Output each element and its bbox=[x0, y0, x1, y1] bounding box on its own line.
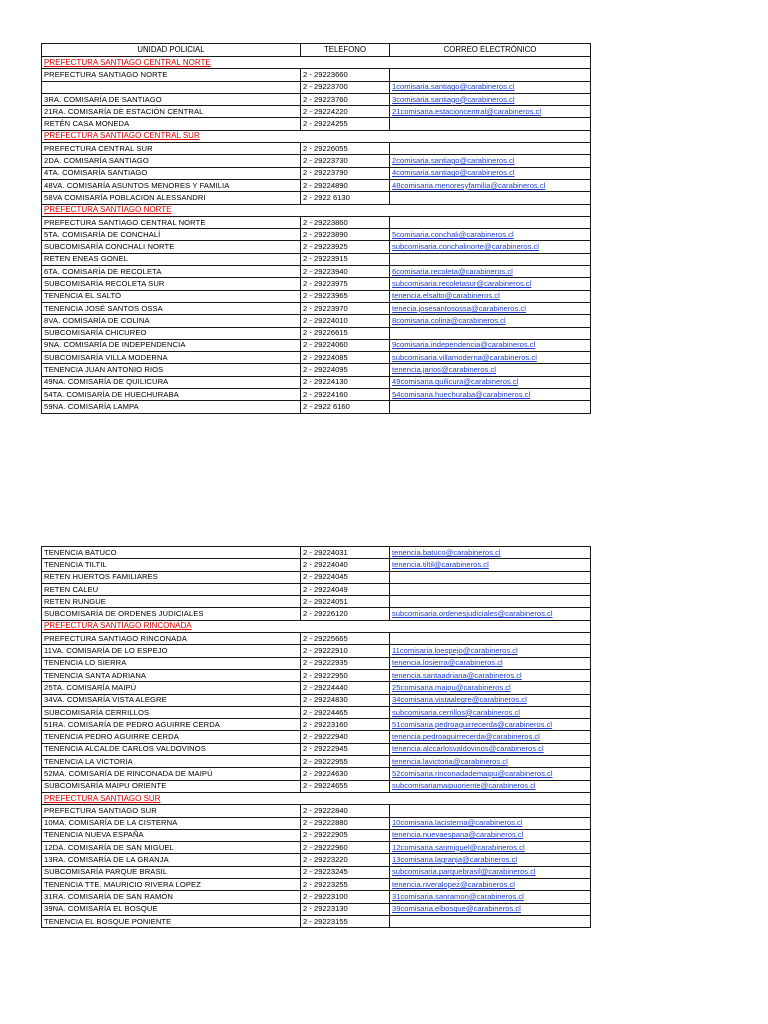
email-cell bbox=[390, 167, 591, 179]
email-cell bbox=[390, 376, 591, 388]
unit-name: PREFECTURA SANTIAGO CENTRAL NORTE bbox=[42, 216, 301, 228]
email-cell bbox=[390, 657, 591, 669]
unit-name: RETEN RUNGUE bbox=[42, 596, 301, 608]
section-title: PREFECTURA SANTIAGO NORTE bbox=[42, 204, 591, 216]
unit-name: 51RA. COMISARÍA DE PEDRO AGUIRRE CERDA bbox=[42, 719, 301, 731]
unit-name: TENENCIA SANTA ADRIANA bbox=[42, 669, 301, 681]
section-row bbox=[42, 130, 591, 142]
email-link[interactable]: 52comisaria.rinconadademaipu@carabineros.cl bbox=[392, 768, 553, 778]
phone-number: 2 - 29224051 bbox=[301, 596, 390, 608]
unit-name: TENENCIA JOSÉ SANTOS OSSA bbox=[42, 302, 301, 314]
unit-name: 5TA. COMISARÍA DE CONCHALÍ bbox=[42, 229, 301, 241]
unit-name: 13RA. COMISARÍA DE LA GRANJA bbox=[42, 854, 301, 866]
unit-name: SUBCOMISARÍA VILLA MODERNA bbox=[42, 352, 301, 364]
email-cell bbox=[390, 583, 591, 595]
phone-number: 2 - 29223860 bbox=[301, 216, 390, 228]
email-cell bbox=[390, 756, 591, 768]
phone-number: 2 - 29223970 bbox=[301, 302, 390, 314]
section-title: PREFECTURA SANTIAGO CENTRAL SUR bbox=[42, 130, 591, 142]
email-cell bbox=[390, 241, 591, 253]
phone-number: 2 - 29223925 bbox=[301, 241, 390, 253]
email-cell bbox=[390, 596, 591, 608]
phone-number: 2 - 29223255 bbox=[301, 879, 390, 891]
email-cell bbox=[390, 266, 591, 278]
email-cell bbox=[390, 253, 591, 265]
email-link[interactable]: tenencia.tiltil@carabineros.cl bbox=[392, 559, 489, 569]
unit-name: 3RA. COMISARÍA DE SANTIAGO bbox=[42, 93, 301, 105]
email-cell bbox=[390, 327, 591, 339]
unit-name: PREFECTURA SANTIAGO NORTE bbox=[42, 69, 301, 81]
email-link[interactable]: 48comisaria.menoresyfamilia@carabineros.cl bbox=[392, 180, 546, 190]
email-link[interactable]: 54comisaria.huechuraba@carabineros.cl bbox=[392, 389, 531, 399]
unit-name: 25TA. COMISARÍA MAIPÚ bbox=[42, 682, 301, 694]
unit-name: 8VA. COMISARÍA DE COLINA bbox=[42, 315, 301, 327]
table-row bbox=[42, 706, 591, 718]
phone-number: 2 - 29223890 bbox=[301, 229, 390, 241]
table-row bbox=[42, 229, 591, 241]
phone-number: 2 - 29223160 bbox=[301, 719, 390, 731]
phone-number: 2 - 29222945 bbox=[301, 743, 390, 755]
email-cell bbox=[390, 891, 591, 903]
table-row bbox=[42, 829, 591, 841]
table-row bbox=[42, 302, 591, 314]
email-cell bbox=[390, 389, 591, 401]
email-link[interactable]: tenencia.nuevaespana@carabineros.cl bbox=[392, 830, 524, 840]
email-link[interactable]: 1comisaria.santiago@carabineros.cl bbox=[392, 82, 515, 92]
table-row bbox=[42, 241, 591, 253]
phone-number: 2 - 29222880 bbox=[301, 817, 390, 829]
phone-number: 2 - 29223660 bbox=[301, 69, 390, 81]
table-row bbox=[42, 903, 591, 915]
unit-name: SUBCOMISARÍA DE ORDENES JUDICIALES bbox=[42, 608, 301, 620]
email-link[interactable]: 8comisaria.colina@carabineros.cl bbox=[392, 315, 506, 325]
phone-number: 2 - 29223965 bbox=[301, 290, 390, 302]
section-title: PREFECTURA SANTIAGO CENTRAL NORTE bbox=[42, 57, 591, 69]
table-row bbox=[42, 253, 591, 265]
email-link[interactable]: 31comisaria.sanramon@carabineros.cl bbox=[392, 891, 524, 901]
directory-table-page-1 bbox=[41, 43, 591, 414]
unit-name: TENENCIA ALCALDE CARLOS VALDOVINOS bbox=[42, 743, 301, 755]
email-link[interactable]: 9comisaria.independencia@carabineros.cl bbox=[392, 340, 536, 350]
unit-name: RETEN ENEAS GONEL bbox=[42, 253, 301, 265]
email-cell bbox=[390, 559, 591, 571]
email-link[interactable]: tenencia.lavictoria@carabineros.cl bbox=[392, 756, 508, 766]
phone-number: 2 - 29223940 bbox=[301, 266, 390, 278]
unit-name: TENENCIA TTE. MAURICIO RIVERA LOPEZ bbox=[42, 879, 301, 891]
phone-number: 2 - 29224160 bbox=[301, 389, 390, 401]
email-link[interactable]: 49comisaria.quilicura@carabineros.cl bbox=[392, 377, 519, 387]
table-row bbox=[42, 854, 591, 866]
email-cell bbox=[390, 854, 591, 866]
email-link[interactable]: 51comisaria.pedroaguirrecerda@carabineros.cl bbox=[392, 719, 553, 729]
unit-name bbox=[42, 81, 301, 93]
email-cell bbox=[390, 290, 591, 302]
unit-name: 39NA. COMISARÍA EL BOSQUE bbox=[42, 903, 301, 915]
table-row bbox=[42, 352, 591, 364]
email-link[interactable]: 34comisaria.vistaalegre@carabineros.cl bbox=[392, 695, 527, 705]
email-cell bbox=[390, 633, 591, 645]
email-link[interactable]: subcomisaria.parquebrasil@carabineros.cl bbox=[392, 867, 536, 877]
unit-name: SUBCOMISARÍA PARQUE BRASIL bbox=[42, 866, 301, 878]
email-cell bbox=[390, 302, 591, 314]
unit-name: 4TA. COMISARÍA SANTIAGO bbox=[42, 167, 301, 179]
unit-name: 2DA. COMISARÍA SANTIAGO bbox=[42, 155, 301, 167]
unit-name: 21RA. COMISARÍA DE ESTACIÓN CENTRAL bbox=[42, 106, 301, 118]
table-row bbox=[42, 842, 591, 854]
unit-name: 52MA. COMISARÍA DE RINCONADA DE MAIPÚ bbox=[42, 768, 301, 780]
unit-name: SUBCOMISARÍA CERRILLOS bbox=[42, 706, 301, 718]
unit-name: TENENCIA BATUCO bbox=[42, 547, 301, 559]
phone-number: 2 - 2922 6160 bbox=[301, 401, 390, 413]
email-link[interactable]: subcomisariamaipuoriente@carabineros.cl bbox=[392, 781, 536, 791]
unit-name: 11VA. COMISARÍA DE LO ESPEJO bbox=[42, 645, 301, 657]
unit-name: SUBCOMISARÍA RECOLETA SUR bbox=[42, 278, 301, 290]
table-row bbox=[42, 192, 591, 204]
phone-number: 2 - 29226120 bbox=[301, 608, 390, 620]
unit-name: TENENCIA JUAN ANTONIO RIOS bbox=[42, 364, 301, 376]
unit-name: PREFECTURA SANTIAGO SUR bbox=[42, 805, 301, 817]
email-link[interactable]: subcomisaria.cerrillos@carabineros.cl bbox=[392, 707, 520, 717]
email-cell bbox=[390, 915, 591, 927]
unit-name: SUBCOMISARÍA MAIPU ORIENTE bbox=[42, 780, 301, 792]
email-cell bbox=[390, 719, 591, 731]
unit-name: 49NA. COMISARÍA DE QUILICURA bbox=[42, 376, 301, 388]
unit-name: 34VA. COMISARÍA VISTA ALEGRE bbox=[42, 694, 301, 706]
email-cell bbox=[390, 706, 591, 718]
table-row bbox=[42, 817, 591, 829]
phone-number: 2 - 29224049 bbox=[301, 583, 390, 595]
directory-table-page-2 bbox=[41, 546, 591, 928]
phone-number: 2 - 29222940 bbox=[301, 731, 390, 743]
email-cell bbox=[390, 106, 591, 118]
email-cell bbox=[390, 81, 591, 93]
phone-number: 2 - 29224440 bbox=[301, 682, 390, 694]
email-link[interactable]: tenencia.batuco@carabineros.cl bbox=[392, 547, 501, 557]
phone-number: 2 - 29223915 bbox=[301, 253, 390, 265]
email-cell bbox=[390, 768, 591, 780]
section-title: PREFECTURA SANTIAGO SUR bbox=[42, 792, 591, 804]
email-cell bbox=[390, 731, 591, 743]
email-cell bbox=[390, 69, 591, 81]
table-row bbox=[42, 69, 591, 81]
phone-number: 2 - 29226055 bbox=[301, 143, 390, 155]
email-link[interactable]: subcomisaria.conchalinorte@carabineros.cl bbox=[392, 242, 539, 252]
email-link[interactable]: tenencia.losierra@carabineros.cl bbox=[392, 658, 503, 668]
unit-name: RETEN HUERTOS FAMILIARES bbox=[42, 571, 301, 583]
phone-number: 2 - 29224255 bbox=[301, 118, 390, 130]
phone-number: 2 - 29224010 bbox=[301, 315, 390, 327]
email-cell bbox=[390, 547, 591, 559]
phone-number: 2 - 29223975 bbox=[301, 278, 390, 290]
table-row bbox=[42, 645, 591, 657]
unit-name: 59NA. COMISARÍA LAMPA bbox=[42, 401, 301, 413]
phone-number: 2 - 29223760 bbox=[301, 93, 390, 105]
unit-name: 31RA. COMISARÍA DE SAN RAMÓN bbox=[42, 891, 301, 903]
unit-name: 58VA COMISARÍA POBLACION ALESSANDRI bbox=[42, 192, 301, 204]
unit-name: TENENCIA EL BOSQUE PONIENTE bbox=[42, 915, 301, 927]
unit-name: TENENCIA TILTIL bbox=[42, 559, 301, 571]
email-cell bbox=[390, 817, 591, 829]
email-link[interactable]: 4comisaria.santiago@carabineros.cl bbox=[392, 168, 515, 178]
unit-name: TENENCIA NUEVA ESPAÑA bbox=[42, 829, 301, 841]
unit-name: PREFECTURA CENTRAL SUR bbox=[42, 143, 301, 155]
email-cell bbox=[390, 315, 591, 327]
table-body bbox=[42, 547, 591, 928]
phone-number: 2 - 29224890 bbox=[301, 179, 390, 191]
unit-name: TENENCIA EL SALTO bbox=[42, 290, 301, 302]
table-row bbox=[42, 547, 591, 559]
section-row bbox=[42, 204, 591, 216]
email-cell bbox=[390, 608, 591, 620]
phone-number: 2 - 29224130 bbox=[301, 376, 390, 388]
unit-name: 6TA. COMISARÍA DE RECOLETA bbox=[42, 266, 301, 278]
table-row bbox=[42, 694, 591, 706]
email-link[interactable]: 12comisaria.sanmiguel@carabineros.cl bbox=[392, 842, 525, 852]
table-row bbox=[42, 278, 591, 290]
phone-number: 2 - 29224085 bbox=[301, 352, 390, 364]
unit-name: 12DA. COMISARÍA DE SAN MIGUEL bbox=[42, 842, 301, 854]
phone-number: 2 - 29223220 bbox=[301, 854, 390, 866]
email-link[interactable]: subcomisaria.villamoderna@carabineros.cl bbox=[392, 352, 537, 362]
table-row bbox=[42, 118, 591, 130]
phone-number: 2 - 29223100 bbox=[301, 891, 390, 903]
table-row bbox=[42, 179, 591, 191]
header-row bbox=[42, 44, 591, 57]
table-row bbox=[42, 143, 591, 155]
table-row bbox=[42, 731, 591, 743]
email-cell bbox=[390, 571, 591, 583]
phone-number: 2 - 29222910 bbox=[301, 645, 390, 657]
unit-name: 54TA. COMISARÍA DE HUECHURABA bbox=[42, 389, 301, 401]
table-row bbox=[42, 719, 591, 731]
table-row bbox=[42, 669, 591, 681]
table-row bbox=[42, 805, 591, 817]
email-cell bbox=[390, 903, 591, 915]
email-link[interactable]: 10comisaria.lacisterna@carabineros.cl bbox=[392, 818, 523, 828]
email-cell bbox=[390, 401, 591, 413]
table-row bbox=[42, 364, 591, 376]
unit-name: PREFECTURA SANTIAGO RINCONADA bbox=[42, 633, 301, 645]
email-cell bbox=[390, 278, 591, 290]
section-row bbox=[42, 620, 591, 632]
table-row bbox=[42, 81, 591, 93]
phone-number: 2 - 29226615 bbox=[301, 327, 390, 339]
email-link[interactable]: 5comisaria.conchali@carabineros.cl bbox=[392, 229, 514, 239]
unit-name: 9NA. COMISARÍA DE INDEPENDENCIA bbox=[42, 339, 301, 351]
phone-number: 2 - 29224830 bbox=[301, 694, 390, 706]
email-cell bbox=[390, 682, 591, 694]
email-cell bbox=[390, 216, 591, 228]
phone-number: 2 - 29223730 bbox=[301, 155, 390, 167]
table-row bbox=[42, 93, 591, 105]
email-link[interactable]: 25comisaria.maipu@carabineros.cl bbox=[392, 682, 511, 692]
phone-number: 2 - 29222955 bbox=[301, 756, 390, 768]
email-link[interactable]: subcomisaria.ordenesjudiciales@carabineros.cl bbox=[392, 609, 553, 619]
email-cell bbox=[390, 155, 591, 167]
table-row bbox=[42, 583, 591, 595]
phone-number: 2 - 29224031 bbox=[301, 547, 390, 559]
unit-name: 10MA. COMISARÍA DE LA CISTERNA bbox=[42, 817, 301, 829]
phone-number: 2 - 29223700 bbox=[301, 81, 390, 93]
unit-name: SUBCOMISARÍA CHICUREO bbox=[42, 327, 301, 339]
header-phone: TELEFONO bbox=[301, 44, 390, 57]
phone-number: 2 - 29224060 bbox=[301, 339, 390, 351]
phone-number: 2 - 29224095 bbox=[301, 364, 390, 376]
table-row bbox=[42, 633, 591, 645]
email-link[interactable]: tenencia.riveralopez@carabineros.cl bbox=[392, 879, 515, 889]
email-link[interactable]: 6comisaria.recoleta@carabineros.cl bbox=[392, 266, 513, 276]
email-cell bbox=[390, 669, 591, 681]
table-row bbox=[42, 167, 591, 179]
unit-name: TENENCIA LA VICTORIA bbox=[42, 756, 301, 768]
table-row bbox=[42, 866, 591, 878]
table-row bbox=[42, 743, 591, 755]
email-cell bbox=[390, 842, 591, 854]
phone-number: 2 - 29223790 bbox=[301, 167, 390, 179]
table-row bbox=[42, 915, 591, 927]
email-link[interactable]: tenencia.jarios@carabineros.cl bbox=[392, 365, 496, 375]
email-cell bbox=[390, 229, 591, 241]
phone-number: 2 - 29222960 bbox=[301, 842, 390, 854]
phone-number: 2 - 29223155 bbox=[301, 915, 390, 927]
table-row bbox=[42, 571, 591, 583]
phone-number: 2 - 29222905 bbox=[301, 829, 390, 841]
email-link[interactable]: tenencia.alccarlosvaldovinos@carabineros.cl bbox=[392, 744, 544, 754]
section-row bbox=[42, 57, 591, 69]
phone-number: 2 - 29222935 bbox=[301, 657, 390, 669]
phone-number: 2 - 29224040 bbox=[301, 559, 390, 571]
phone-number: 2 - 2922 6130 bbox=[301, 192, 390, 204]
table-row bbox=[42, 290, 591, 302]
email-link[interactable]: 11comisaria.loespejo@carabineros.cl bbox=[392, 646, 518, 656]
table-row bbox=[42, 608, 591, 620]
table-body bbox=[42, 57, 591, 414]
email-cell bbox=[390, 879, 591, 891]
table-row bbox=[42, 879, 591, 891]
unit-name: RETEN CALEU bbox=[42, 583, 301, 595]
email-link[interactable]: tenencia.pedroaguirrecerda@carabineros.cl bbox=[392, 732, 540, 742]
email-cell bbox=[390, 694, 591, 706]
email-link[interactable]: tenecia.josesantosossa@carabineros.cl bbox=[392, 303, 526, 313]
table-row bbox=[42, 596, 591, 608]
table-row bbox=[42, 891, 591, 903]
table-row bbox=[42, 266, 591, 278]
section-row bbox=[42, 792, 591, 804]
email-cell bbox=[390, 93, 591, 105]
table-row bbox=[42, 768, 591, 780]
unit-name: TENENCIA LO SIERRA bbox=[42, 657, 301, 669]
table-row bbox=[42, 559, 591, 571]
unit-name: 48VA. COMISARÍA ASUNTOS MENORES Y FAMILIA bbox=[42, 179, 301, 191]
email-link[interactable]: 39comisaria.elbosque@carabineros.cl bbox=[392, 904, 521, 914]
table-row bbox=[42, 216, 591, 228]
header-email: CORREO ELECTRÓNICO bbox=[390, 44, 591, 57]
email-cell bbox=[390, 143, 591, 155]
unit-name: TENENCIA PEDRO AGUIRRE CERDA bbox=[42, 731, 301, 743]
table-row bbox=[42, 657, 591, 669]
table-row bbox=[42, 756, 591, 768]
unit-name: SUBCOMISARÍA CONCHALI NORTE bbox=[42, 241, 301, 253]
phone-number: 2 - 29222950 bbox=[301, 669, 390, 681]
phone-number: 2 - 29223130 bbox=[301, 903, 390, 915]
table-row bbox=[42, 327, 591, 339]
email-cell bbox=[390, 805, 591, 817]
section-title: PREFECTURA SANTIAGO RINCONADA bbox=[42, 620, 591, 632]
email-cell bbox=[390, 364, 591, 376]
email-cell bbox=[390, 645, 591, 657]
email-cell bbox=[390, 192, 591, 204]
email-cell bbox=[390, 743, 591, 755]
email-link[interactable]: 13comisaria.lagranja@carabineros.cl bbox=[392, 855, 518, 865]
email-link[interactable]: subcomisaria.recoletasur@carabineros.cl bbox=[392, 278, 532, 288]
email-link[interactable]: 2comisaria.santiago@carabineros.cl bbox=[392, 156, 515, 166]
phone-number: 2 - 29225665 bbox=[301, 633, 390, 645]
email-cell bbox=[390, 780, 591, 792]
phone-number: 2 - 29224465 bbox=[301, 706, 390, 718]
table-row bbox=[42, 780, 591, 792]
email-cell bbox=[390, 866, 591, 878]
phone-number: 2 - 29222840 bbox=[301, 805, 390, 817]
unit-name: RETÉN CASA MONEDA bbox=[42, 118, 301, 130]
email-link[interactable]: tenencia.santaadriana@carabineros.cl bbox=[392, 670, 522, 680]
phone-number: 2 - 29224630 bbox=[301, 768, 390, 780]
table-row bbox=[42, 389, 591, 401]
table-row bbox=[42, 401, 591, 413]
table-row bbox=[42, 155, 591, 167]
email-link[interactable]: 3comisaria.santiago@carabineros.cl bbox=[392, 94, 515, 104]
email-cell bbox=[390, 339, 591, 351]
email-cell bbox=[390, 829, 591, 841]
email-cell bbox=[390, 118, 591, 130]
table-row bbox=[42, 376, 591, 388]
email-link[interactable]: 21comisaria.estacioncentral@carabineros.cl bbox=[392, 106, 542, 116]
table-row bbox=[42, 315, 591, 327]
table-row bbox=[42, 339, 591, 351]
table-row bbox=[42, 106, 591, 118]
phone-number: 2 - 29224220 bbox=[301, 106, 390, 118]
phone-number: 2 - 29224655 bbox=[301, 780, 390, 792]
header-unit: UNIDAD POLICIAL bbox=[42, 44, 301, 57]
phone-number: 2 - 29223245 bbox=[301, 866, 390, 878]
email-cell bbox=[390, 352, 591, 364]
phone-number: 2 - 29224045 bbox=[301, 571, 390, 583]
email-link[interactable]: tenencia.elsalto@carabineros.cl bbox=[392, 291, 500, 301]
email-cell bbox=[390, 179, 591, 191]
table-row bbox=[42, 682, 591, 694]
